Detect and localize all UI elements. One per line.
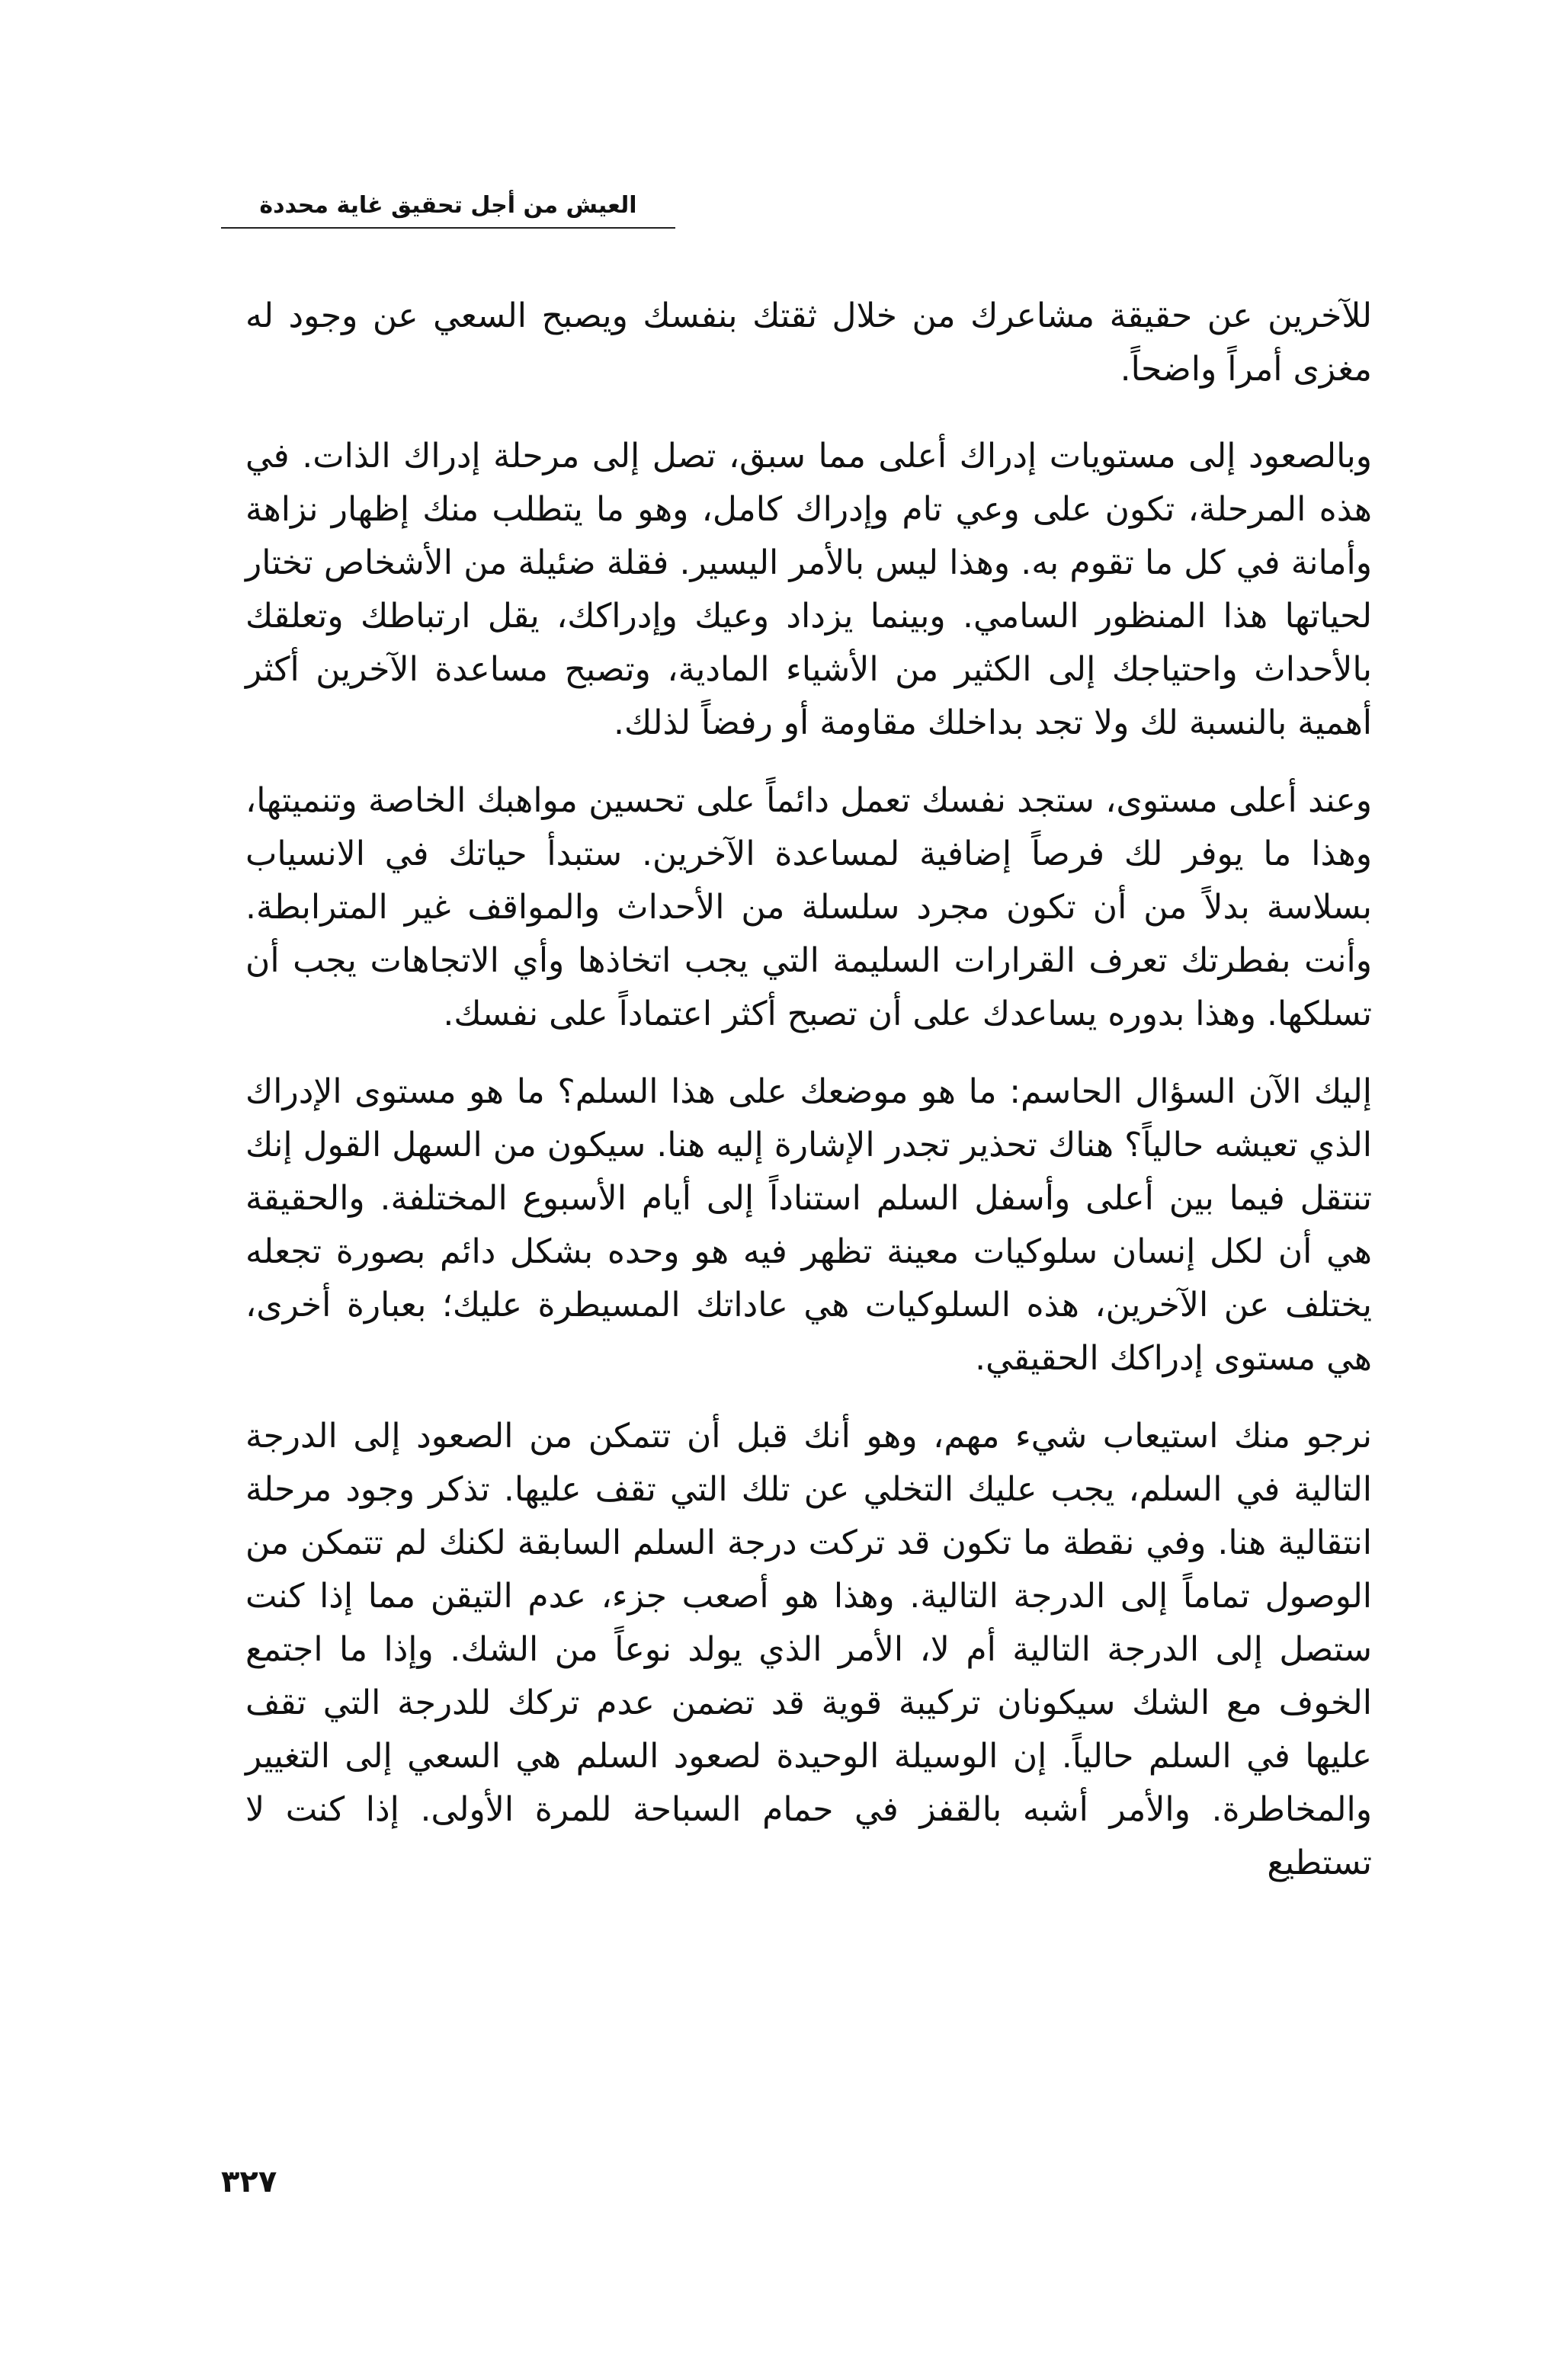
paragraph-5: نرجو منك استيعاب شيء مهم، وهو أنك قبل أن تتمكن من الصعود إلى الدرجة التالية في السلم، يجب عليك التخلي عن تلك التي تقف عليها. تذكر وجود مرحلة انتقالية هنا. وفي نقطة ما تكون قد تركت درجة السلم السابقة لكنك لم تتمكن من الوصول تماماً إلى الدرجة التالية. وهذا هو أصعب جزء، عدم التيقن مما إذا كنت ستصل إلى الدرجة التالية أم لا، الأمر الذي يولد نوعاً من الشك. وإذا ما اجتمع الخوف مع الشك سيكونان تركيبة قوية قد تضمن عدم تركك للدرجة التي تقف عليها في السلم حالياً. إن الوسيلة الوحيدة لصعود السلم هي السعي إلى التغيير والمخاطرة. والأمر أشبه بالقفز في حمام السباحة للمرة الأولى. إذا كنت لا تستطيع — [245, 1417, 1372, 1882]
paragraph-1: للآخرين عن حقيقة مشاعرك من خلال ثقتك بنفسك ويصبح السعي عن وجود له مغزى أمراً واضحاً. — [245, 296, 1372, 389]
page-body — [245, 290, 1372, 1914]
running-header: العيش من أجل تحقيق غاية محددة — [259, 192, 637, 219]
paragraph-4: إليك الآن السؤال الحاسم: ما هو موضعك على هذا السلم؟ ما هو مستوى الإدراك الذي تعيشه حالياً؟ هناك تحذير تجدر الإشارة إليه هنا. سيكون من السهل القول إنك تنتقل فيما بين أعلى وأسفل السلم استناداً إلى أيام الأسبوع المختلفة. والحقيقة هي أن لكل إنسان سلوكيات معينة تظهر فيه هو وحده بشكل دائم بصورة تجعله يختلف عن الآخرين، هذه السلوكيات هي عاداتك المسيطرة عليك؛ بعبارة أخرى، هي مستوى إدراكك الحقيقي. — [245, 1072, 1372, 1378]
page-number: ٣٢٧ — [221, 2164, 277, 2199]
header-divider — [221, 227, 675, 229]
paragraph-3: وعند أعلى مستوى، ستجد نفسك تعمل دائماً على تحسين مواهبك الخاصة وتنميتها، وهذا ما يوفر لك فرصاً إضافية لمساعدة الآخرين. ستبدأ حياتك في الانسياب بسلاسة بدلاً من أن تكون مجرد سلسلة من الأحداث والمواقف غير المترابطة. وأنت بفطرتك تعرف القرارات السليمة التي يجب اتخاذها وأي الاتجاهات يجب أن تسلكها. وهذا بدوره يساعدك على أن تصبح أكثر اعتماداً على نفسك. — [245, 781, 1372, 1033]
paragraph-2: وبالصعود إلى مستويات إدراك أعلى مما سبق، تصل إلى مرحلة إدراك الذات. في هذه المرحلة، تكون على وعي تام وإدراك كامل، وهو ما يتطلب منك إظهار نزاهة وأمانة في كل ما تقوم به. وهذا ليس بالأمر اليسير. فقلة ضئيلة من الأشخاص تختار لحياتها هذا المنظور السامي. وبينما يزداد وعيك وإدراكك، يقل ارتباطك وتعلقك بالأحداث واحتياجك إلى الكثير من الأشياء المادية، وتصبح مساعدة الآخرين أكثر أهمية بالنسبة لك ولا تجد بداخلك مقاومة أو رفضاً لذلك. — [245, 437, 1372, 742]
